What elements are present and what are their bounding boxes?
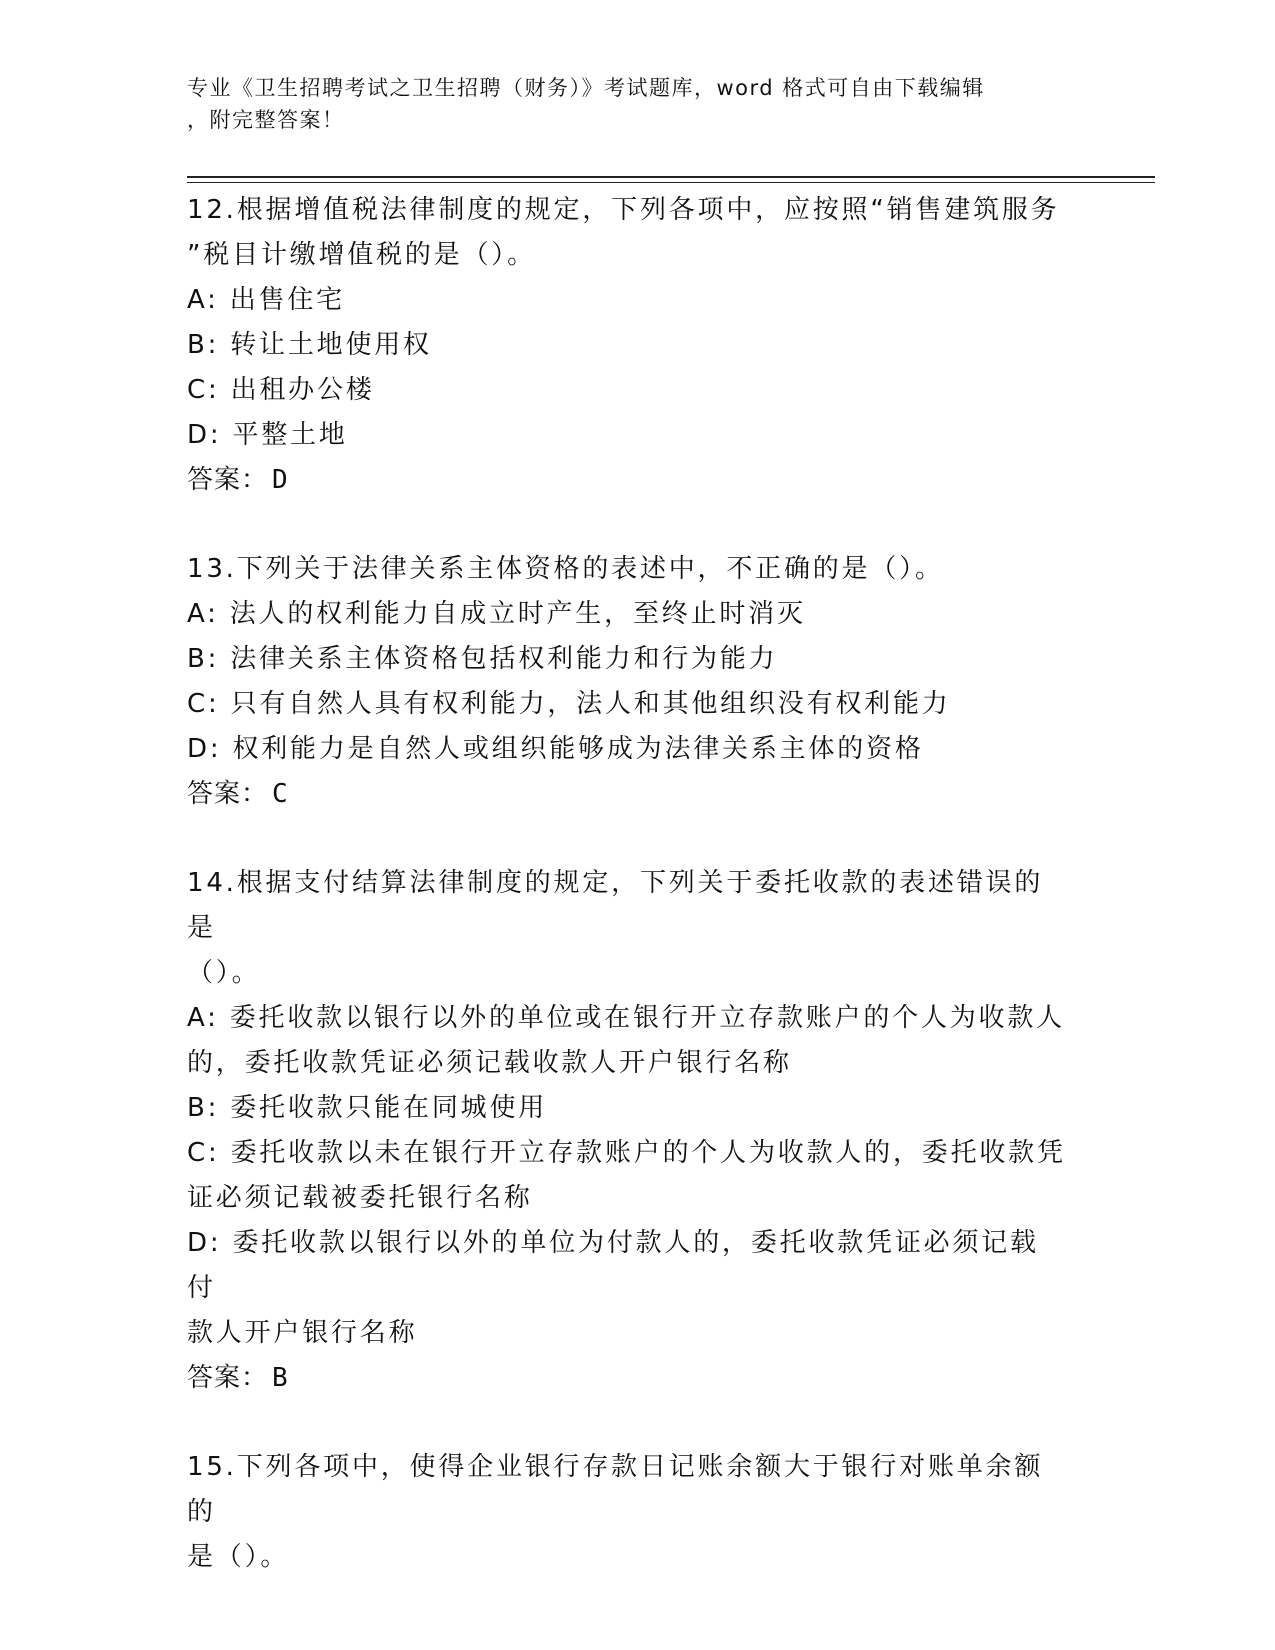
answer-label: 答案： <box>187 1363 269 1393</box>
question-list <box>187 188 1067 1624</box>
option-line: A: 委托收款以银行以外的单位或在银行开立存款账户的个人为收款人 <box>187 1003 1065 1033</box>
option-line: B: 法律关系主体资格包括权利能力和行为能力 <box>187 644 778 674</box>
option-line: D: 平整土地 <box>187 420 348 450</box>
question-block <box>187 1445 1067 1580</box>
question-stem-line: ”税目计缴增值税的是（）。 <box>187 240 536 270</box>
answer-line <box>187 772 1067 817</box>
option-line: A: 出售住宅 <box>187 285 345 315</box>
answer-line <box>187 458 1067 503</box>
question-block <box>187 547 1067 817</box>
option-line: D: 委托收款以银行以外的单位为付款人的，委托收款凭证必须记载付 <box>187 1228 1039 1303</box>
option-line: 的，委托收款凭证必须记载收款人开户银行名称 <box>187 1048 792 1078</box>
option-line: A: 法人的权利能力自成立时产生，至终止时消灭 <box>187 599 806 629</box>
question-stem-line: 15.下列各项中，使得企业银行存款日记账余额大于银行对账单余额的 <box>187 1452 1044 1527</box>
option-line: 款人开户银行名称 <box>187 1318 418 1348</box>
header-line-2: ，附完整答案！ <box>187 108 345 132</box>
question-block <box>187 861 1067 1401</box>
question-stem-line: 13.下列关于法律关系主体资格的表述中，不正确的是（）。 <box>187 554 944 584</box>
header-divider-thin <box>187 182 1155 183</box>
question-stem-line: 14.根据支付结算法律制度的规定，下列关于委托收款的表述错误的是 <box>187 868 1044 943</box>
option-line: D: 权利能力是自然人或组织能够成为法律关系主体的资格 <box>187 734 924 764</box>
question-block <box>187 188 1067 503</box>
document-header <box>187 72 1067 136</box>
option-line: B: 转让土地使用权 <box>187 330 432 360</box>
option-line: B: 委托收款只能在同城使用 <box>187 1093 548 1123</box>
option-line: C: 委托收款以未在银行开立存款账户的个人为收款人的，委托收款凭 <box>187 1138 1066 1168</box>
option-line: C: 出租办公楼 <box>187 375 375 405</box>
option-line: 证必须记载被委托银行名称 <box>187 1183 533 1213</box>
question-stem-line: 是（）。 <box>187 1542 290 1572</box>
answer-value: B <box>272 1363 288 1393</box>
answer-label: 答案： <box>187 465 269 495</box>
question-stem-line: （）。 <box>187 958 261 988</box>
question-stem-line: 12.根据增值税法律制度的规定，下列各项中，应按照“销售建筑服务 <box>187 195 1060 225</box>
header-line-1: 专业《卫生招聘考试之卫生招聘（财务）》考试题库，word 格式可自由下载编辑 <box>187 76 985 100</box>
header-divider-thick <box>187 176 1155 178</box>
answer-line <box>187 1356 1067 1401</box>
option-line: C: 只有自然人具有权利能力，法人和其他组织没有权利能力 <box>187 689 951 719</box>
answer-value: C <box>272 779 288 809</box>
answer-value: D <box>272 465 288 495</box>
answer-label: 答案： <box>187 779 269 809</box>
